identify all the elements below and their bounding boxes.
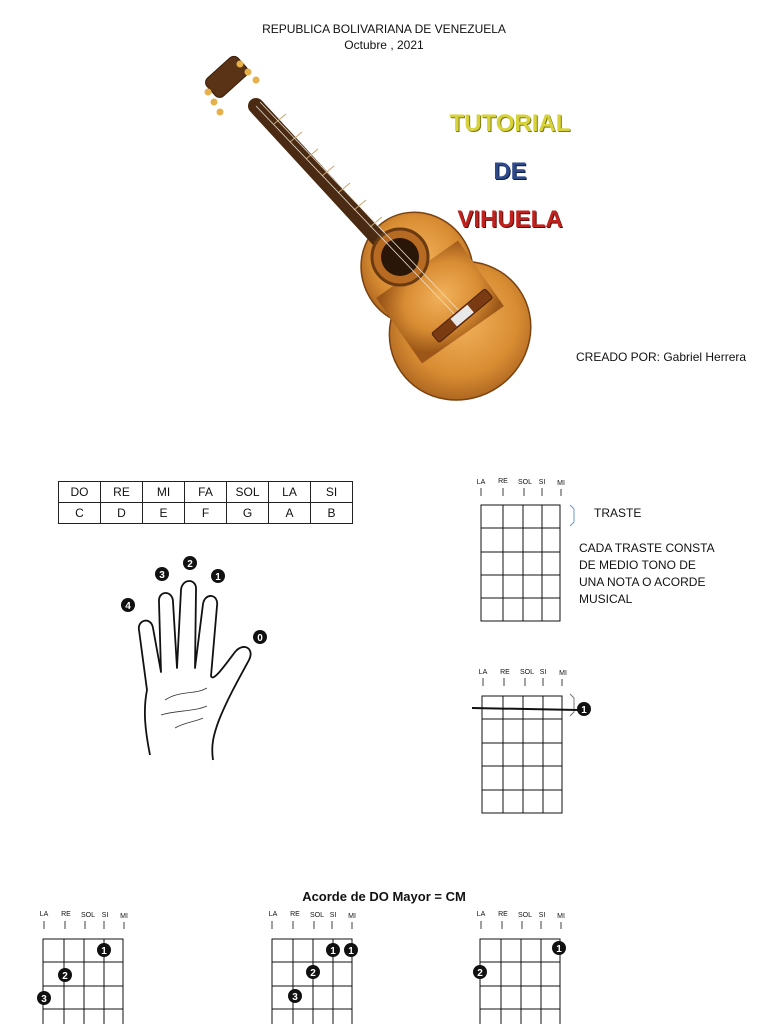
string-label: SOL — [519, 669, 535, 676]
finger-marker: 2 — [310, 968, 316, 979]
note-cell: MI — [143, 482, 185, 503]
notes-table — [58, 481, 353, 524]
string-label: MI — [557, 480, 565, 487]
finger-marker: 2 — [62, 971, 68, 982]
finger-number-3: 3 — [159, 570, 165, 581]
string-label: MI — [120, 913, 128, 920]
author-credit: CREADO POR: Gabriel Herrera — [576, 350, 747, 364]
fret-bracket — [570, 505, 574, 526]
fretboard-diagram-1 — [470, 474, 580, 626]
string-label: LA — [476, 479, 486, 486]
header-date: Octubre , 2021 — [344, 38, 424, 52]
note-cell: F — [185, 503, 227, 524]
solfege-row — [59, 482, 353, 503]
finger-number-2: 2 — [187, 559, 193, 570]
string-label: SI — [101, 912, 109, 919]
finger-marker: 1 — [101, 946, 107, 957]
note-cell: SI — [311, 482, 353, 503]
string-label: RE — [61, 911, 71, 918]
fretboard-diagram-2 — [468, 664, 598, 816]
chord-diagram-2 — [259, 906, 369, 1024]
finger-marker: 3 — [41, 994, 47, 1005]
string-label: SI — [539, 669, 547, 676]
header-country: REPUBLICA BOLIVARIANA DE VENEZUELA — [262, 22, 506, 36]
finger-marker: 1 — [556, 944, 562, 955]
note-cell: G — [227, 503, 269, 524]
note-cell: DO — [59, 482, 101, 503]
string-label: LA — [39, 911, 49, 918]
finger-number-0: 0 — [257, 633, 263, 644]
string-label: RE — [290, 911, 300, 918]
title-de: DE — [493, 158, 527, 185]
string-label: RE — [500, 669, 510, 676]
finger-marker: 2 — [477, 968, 483, 979]
note-cell: D — [101, 503, 143, 524]
note-cell: SOL — [227, 482, 269, 503]
string-label: RE — [498, 478, 508, 485]
title-vihuela: VIHUELA — [457, 206, 563, 233]
barre-finger-marker: 1 — [581, 705, 587, 716]
note-cell: C — [59, 503, 101, 524]
chord-diagram-3 — [467, 906, 577, 1024]
finger-number-1: 1 — [215, 572, 221, 583]
string-label: MI — [559, 670, 567, 677]
string-label: SI — [329, 912, 337, 919]
finger-marker: 1 — [348, 946, 354, 957]
string-label: SOL — [309, 912, 325, 919]
string-label: LA — [476, 911, 486, 918]
string-label: MI — [557, 913, 565, 920]
letter-row — [59, 503, 353, 524]
string-label: SOL — [517, 479, 533, 486]
finger-number-4: 4 — [125, 601, 131, 612]
note-cell: RE — [101, 482, 143, 503]
string-label: SOL — [80, 912, 96, 919]
note-cell: E — [143, 503, 185, 524]
title-tutorial: TUTORIAL — [449, 110, 571, 137]
note-cell: LA — [269, 482, 311, 503]
string-label: SI — [538, 479, 546, 486]
note-cell: A — [269, 503, 311, 524]
chord-diagram-1 — [30, 906, 140, 1024]
finger-marker: 3 — [292, 992, 298, 1003]
finger-marker: 1 — [330, 946, 336, 957]
traste-label: TRASTE — [594, 506, 642, 520]
note-cell: FA — [185, 482, 227, 503]
string-label: RE — [498, 911, 508, 918]
traste-description: CADA TRASTE CONSTA DE MEDIO TONO DE UNA NOTA O ACORDE MUSICAL — [579, 541, 714, 606]
chord-title: Acorde de DO Mayor = CM — [302, 889, 466, 904]
string-label: LA — [268, 911, 278, 918]
string-label: SI — [538, 912, 546, 919]
note-cell: B — [311, 503, 353, 524]
hand-illustration — [95, 550, 295, 770]
string-label: MI — [348, 913, 356, 920]
string-label: LA — [478, 669, 488, 676]
string-label: SOL — [517, 912, 533, 919]
